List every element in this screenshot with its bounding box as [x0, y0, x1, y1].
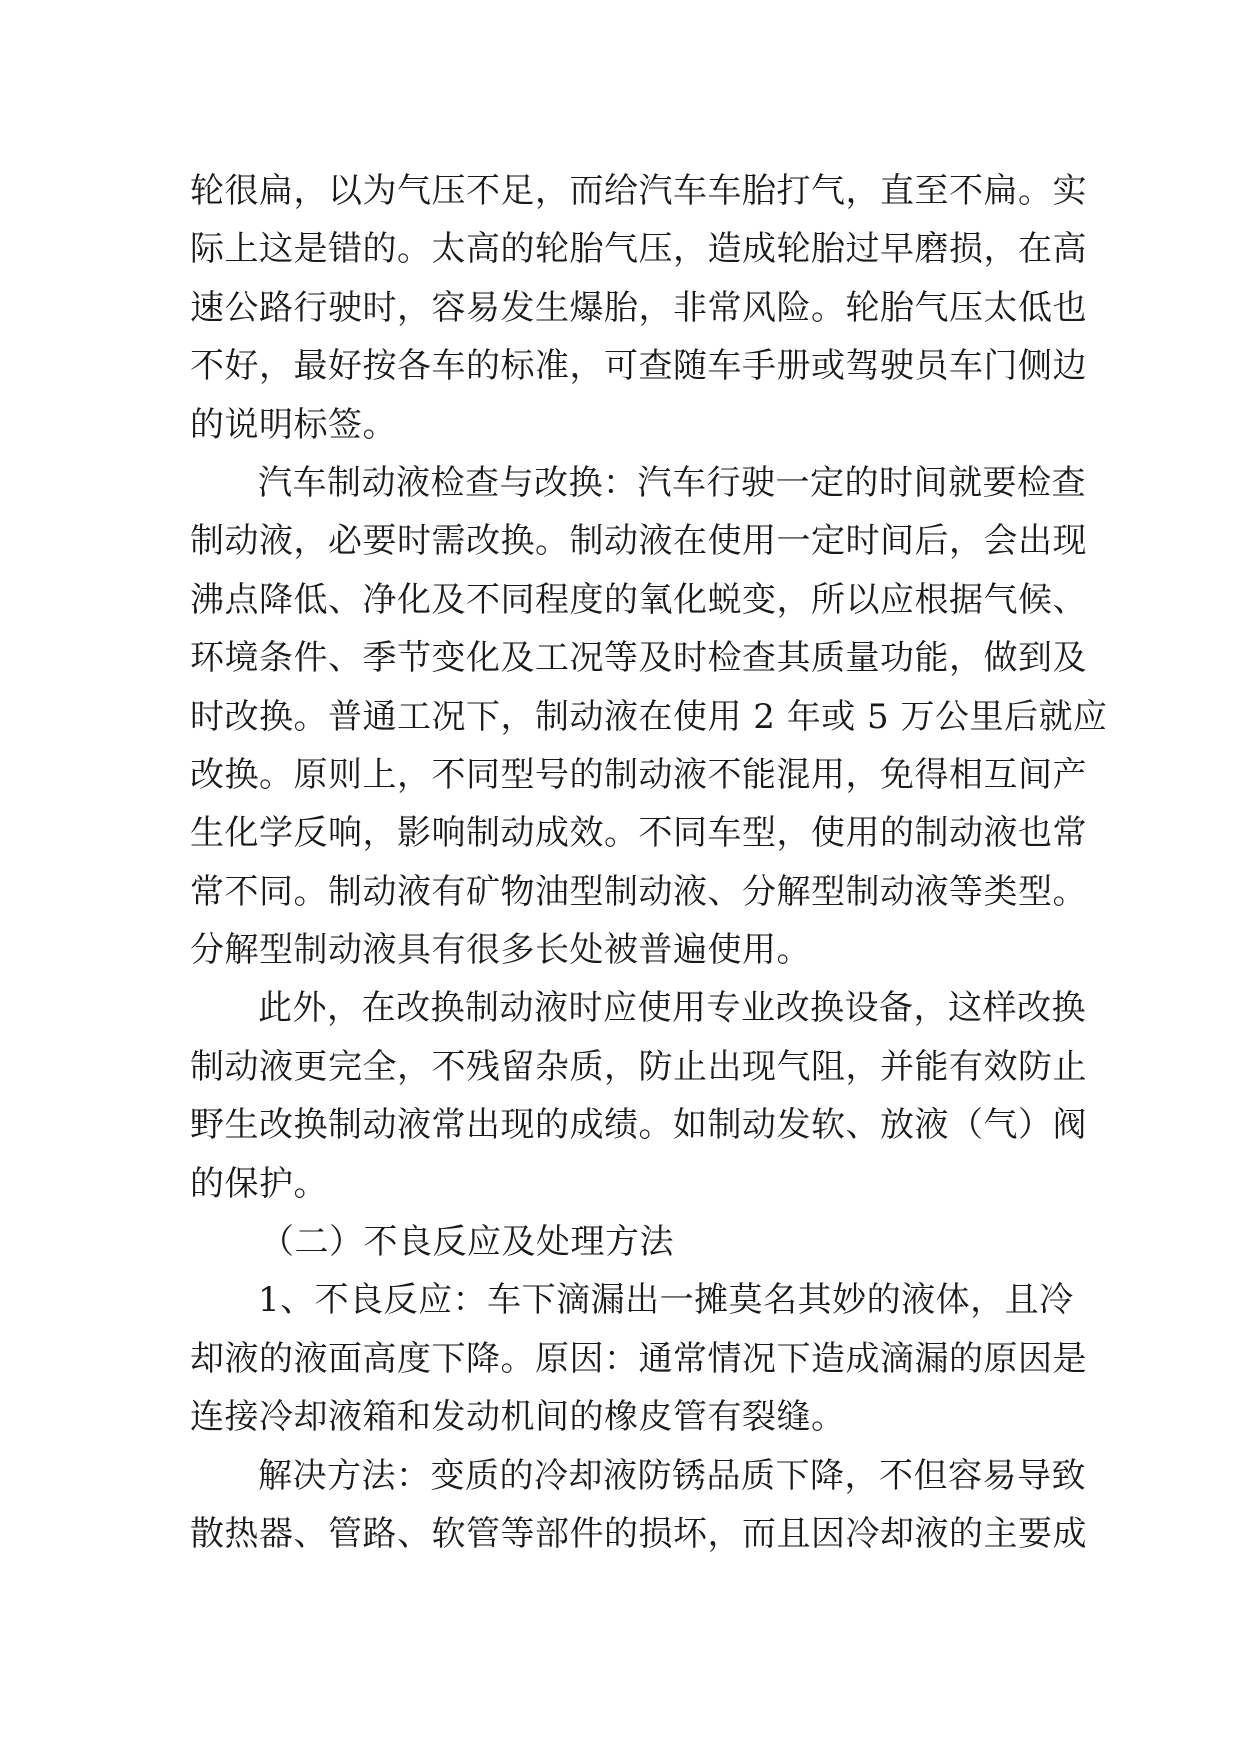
paragraph-start-line: 此外，在改换制动液时应使用专业改换设备，这样改换 [258, 988, 1086, 1029]
text-line: 制动液，必要时需改换。制动液在使用一定时间后，会出现 [190, 521, 1087, 562]
text-line: 际上这是错的。太高的轮胎气压，造成轮胎过早磨损，在高 [190, 229, 1087, 270]
text-line: 野生改换制动液常出现的成绩。如制动发软、放液（气）阀 [190, 1105, 1087, 1146]
text-line: 时改换。普通工况下，制动液在使用 2 年或 5 万公里后就应 [190, 696, 1108, 737]
text-line: 沸点降低、净化及不同程度的氧化蜕变，所以应根据气候、 [190, 579, 1087, 620]
text-line: 轮很扁，以为气压不足，而给汽车车胎打气，直至不扁。实 [190, 171, 1087, 211]
text-line: 速公路行驶时，容易发生爆胎，非常风险。轮胎气压太低也 [190, 287, 1087, 328]
document-body [190, 162, 1108, 1563]
text-line: 制动液更完全，不残留杂质，防止出现气阻，并能有效防止 [190, 1046, 1087, 1087]
text-line: 的说明标签。 [190, 404, 397, 445]
paragraph-start-line: 1、不良反应：车下滴漏出一摊莫名其妙的液体，且冷 [258, 1280, 1074, 1321]
text-line: 生化学反响，影响制动成效。不同车型，使用的制动液也常 [190, 813, 1087, 854]
text-line: 分解型制动液具有很多长处被普遍使用。 [190, 930, 811, 971]
text-line: 常不同。制动液有矿物油型制动液、分解型制动液等类型。 [190, 871, 1087, 912]
text-line: 不好，最好按各车的标准，可查随车手册或驾驶员车门侧边 [190, 346, 1087, 387]
text-line: 散热器、管路、软管等部件的损坏，而且因冷却液的主要成 [190, 1513, 1087, 1554]
paragraph-start-line: 汽车制动液检查与改换：汽车行驶一定的时间就要检查 [258, 462, 1086, 503]
text-line: 环境条件、季节变化及工况等及时检查其质量功能，做到及 [190, 638, 1087, 679]
section-heading: （二）不良反应及处理方法 [260, 1222, 674, 1263]
text-line: 连接冷却液箱和发动机间的橡皮管有裂缝。 [190, 1397, 846, 1438]
text-line: 却液的液面高度下降。原因：通常情况下造成滴漏的原因是 [190, 1338, 1087, 1379]
text-line: 改换。原则上，不同型号的制动液不能混用，免得相互间产 [190, 754, 1087, 795]
text-line: 的保护。 [190, 1163, 328, 1204]
paragraph-start-line: 解决方法：变质的冷却液防锈品质下降，不但容易导致 [258, 1455, 1086, 1496]
